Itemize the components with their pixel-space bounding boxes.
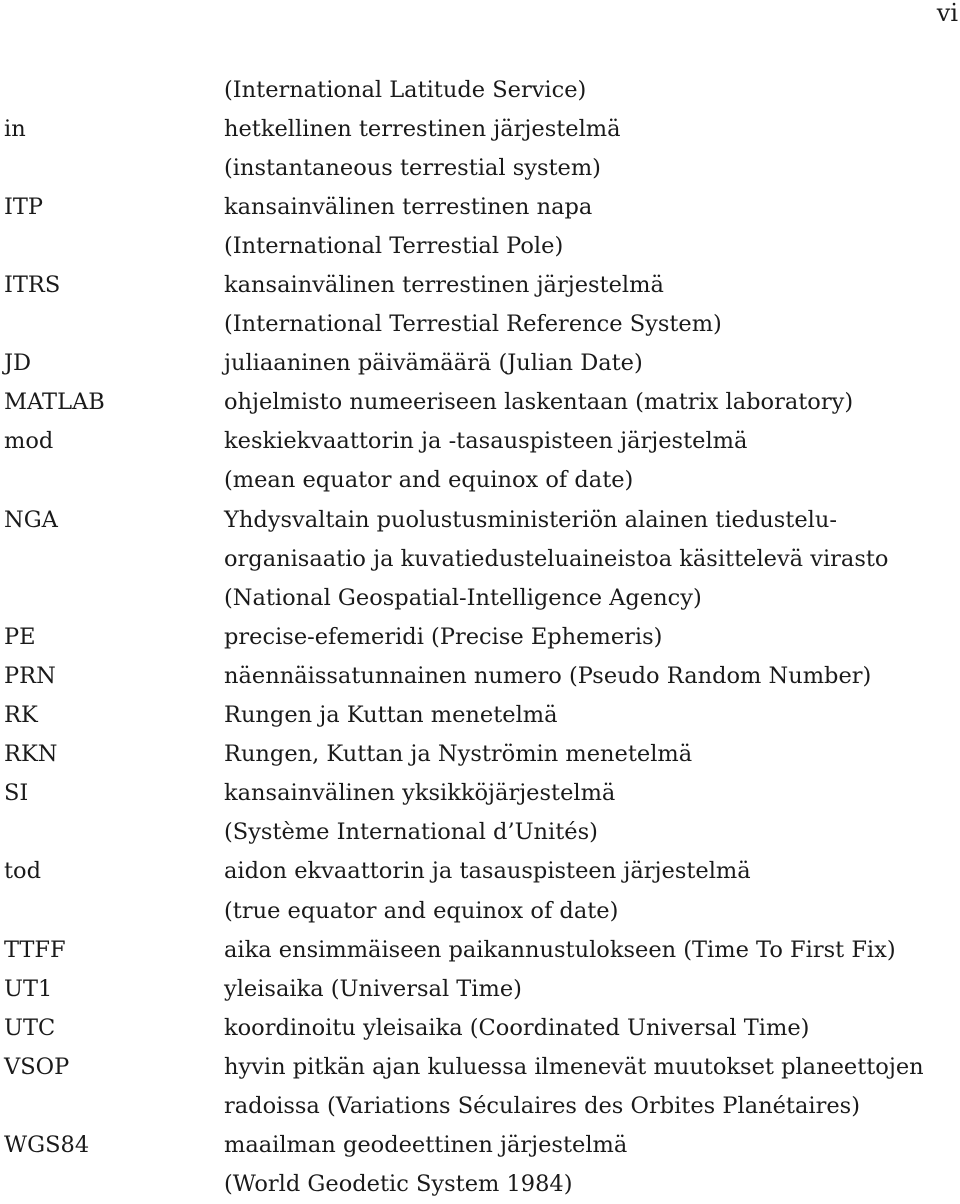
definition: (instantaneous terrestial system) xyxy=(224,154,601,181)
abbreviation: MATLAB xyxy=(4,389,105,416)
definition: (mean equator and equinox of date) xyxy=(224,467,634,494)
abbreviation: UT1 xyxy=(4,975,53,1002)
list-item xyxy=(4,109,954,148)
list-item xyxy=(4,344,954,383)
definition: precise-efemeridi (Precise Ephemeris) xyxy=(224,623,663,650)
list-item xyxy=(4,696,954,735)
definition: organisaatio ja kuvatiedusteluaineistoa käsittelevä virasto xyxy=(224,545,889,572)
definition: hyvin pitkän ajan kuluessa ilmenevät muutokset planeettojen xyxy=(224,1053,924,1080)
abbreviation: RKN xyxy=(4,741,58,768)
definition: kansainvälinen terrestinen järjestelmä xyxy=(224,272,664,299)
definition: (National Geospatial-Intelligence Agency) xyxy=(224,584,702,611)
definition: aika ensimmäiseen paikannustulokseen (Time To First Fix) xyxy=(224,936,896,963)
definition: juliaaninen päivämäärä (Julian Date) xyxy=(224,350,643,377)
abbreviation: ITP xyxy=(4,193,44,220)
list-item xyxy=(4,930,954,969)
list-item xyxy=(4,148,954,187)
abbreviation: WGS84 xyxy=(4,1132,90,1159)
definition: (Système International d’Unités) xyxy=(224,819,598,846)
abbreviation: TTFF xyxy=(4,936,66,963)
definition: maailman geodeettinen järjestelmä xyxy=(224,1132,628,1159)
list-item xyxy=(4,1126,954,1165)
abbreviation: PE xyxy=(4,623,36,650)
list-item xyxy=(4,813,954,852)
definition: (International Latitude Service) xyxy=(224,76,587,103)
abbreviation: NGA xyxy=(4,506,58,533)
list-item xyxy=(4,617,954,656)
definition: (International Terrestial Pole) xyxy=(224,232,564,259)
abbreviation: PRN xyxy=(4,662,56,689)
list-item xyxy=(4,578,954,617)
list-item xyxy=(4,187,954,226)
definition: aidon ekvaattorin ja tasauspisteen järjestelmä xyxy=(224,858,751,885)
abbreviation: SI xyxy=(4,780,29,807)
list-item xyxy=(4,422,954,461)
definition: (International Terrestial Reference System) xyxy=(224,311,722,338)
definition: kansainvälinen terrestinen napa xyxy=(224,193,593,220)
abbreviation: ITRS xyxy=(4,272,61,299)
list-item xyxy=(4,265,954,304)
definition: hetkellinen terrestinen järjestelmä xyxy=(224,115,621,142)
list-item xyxy=(4,969,954,1008)
definition: Rungen, Kuttan ja Nyströmin menetelmä xyxy=(224,741,693,768)
list-item xyxy=(4,656,954,695)
list-item xyxy=(4,1008,954,1047)
definition: näennäissatunnainen numero (Pseudo Random Number) xyxy=(224,662,872,689)
list-item xyxy=(4,226,954,265)
list-item xyxy=(4,500,954,539)
abbreviation: tod xyxy=(4,858,41,885)
definition: (true equator and equinox of date) xyxy=(224,897,619,924)
definition: Yhdysvaltain puolustusministeriön alainen tiedustelu- xyxy=(224,506,837,533)
definition: Rungen ja Kuttan menetelmä xyxy=(224,702,558,729)
definition: keskiekvaattorin ja -tasauspisteen järjestelmä xyxy=(224,428,748,455)
abbreviation: in xyxy=(4,115,26,142)
list-item xyxy=(4,539,954,578)
list-item xyxy=(4,735,954,774)
list-item xyxy=(4,305,954,344)
definition: kansainvälinen yksikköjärjestelmä xyxy=(224,780,616,807)
definition: koordinoitu yleisaika (Coordinated Universal Time) xyxy=(224,1014,810,1041)
abbreviation: mod xyxy=(4,428,54,455)
abbreviation: UTC xyxy=(4,1014,56,1041)
list-item xyxy=(4,891,954,930)
list-item xyxy=(4,1047,954,1086)
definition: radoissa (Variations Séculaires des Orbites Planétaires) xyxy=(224,1092,860,1119)
definition: ohjelmisto numeeriseen laskentaan (matrix laboratory) xyxy=(224,389,854,416)
list-item xyxy=(4,70,954,109)
abbreviation: RK xyxy=(4,702,38,729)
definition: (World Geodetic System 1984) xyxy=(224,1171,573,1198)
abbreviation-list xyxy=(4,70,954,1204)
list-item xyxy=(4,1086,954,1125)
list-item xyxy=(4,383,954,422)
abbreviation: JD xyxy=(4,350,32,377)
definition: yleisaika (Universal Time) xyxy=(224,975,522,1002)
abbreviation: VSOP xyxy=(4,1053,70,1080)
page-number: vi xyxy=(936,0,958,27)
list-item xyxy=(4,461,954,500)
list-item xyxy=(4,852,954,891)
list-item xyxy=(4,774,954,813)
